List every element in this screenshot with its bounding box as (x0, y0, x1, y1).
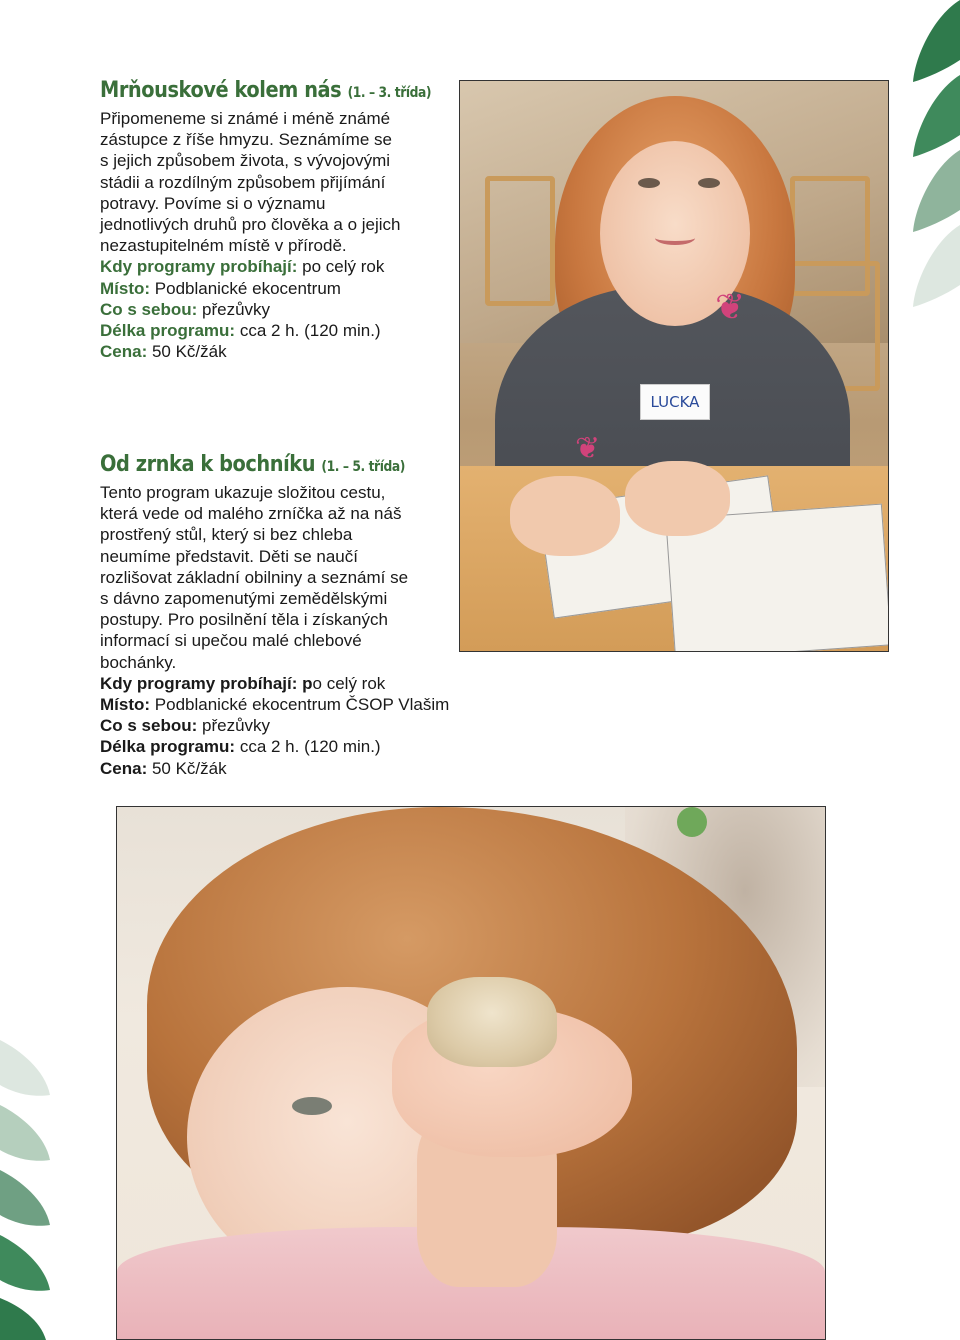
photo-girl-at-table: ❦ ❦ LUCKA (459, 80, 889, 652)
section-title (100, 78, 432, 106)
info-when: Kdy programy probíhají: po celý rok (100, 673, 386, 693)
program-title: Od zrnka k bochníku (100, 452, 316, 477)
info-place: Místo: Podblanické ekocentrum (100, 278, 341, 298)
name-tag: LUCKA (640, 384, 710, 420)
info-bring: Co s sebou: přezůvky (100, 716, 271, 736)
program-grade: (1. – 3. třída) (347, 85, 432, 101)
program-title: Mrňouskové kolem nás (100, 78, 342, 103)
program-description: Připomeneme si známé i méně známé zástupce z říše hmyzu. Seznámíme se s jejich způsobem života, s vývojovými stádii a rozdílným způsobem přijímání potravy. Povíme si o významu jednotlivých druhů pro člověka a o jejich nezastupitelném místě v přírodě. (100, 109, 401, 256)
info-price: Cena: 50 Kč/žák (100, 758, 227, 778)
info-duration: Délka programu: cca 2 h. (120 min.) (100, 321, 381, 341)
section-title (100, 452, 452, 480)
program-grade: (1. – 5. třída) (321, 459, 405, 475)
program-section-od-zrnka (100, 452, 500, 779)
program-description: Tento program ukazuje složitou cestu, která vede od malého zrníčka až na náš prostřený stůl, který si bez chleba neumíme představit. Děti se naučí rozlišovat základní obilniny a seznámí se s dávno zapomenutými zemědělskými postupy. Pro posilnění těla i získaných informací si upečou malé chlebové bochánky. (100, 483, 409, 672)
info-bring: Co s sebou: přezůvky (100, 299, 271, 319)
photo-girl-with-bread (116, 806, 826, 1340)
info-when: Kdy programy probíhají: po celý rok (100, 257, 385, 277)
info-duration: Délka programu: cca 2 h. (120 min.) (100, 737, 381, 757)
info-price: Cena: 50 Kč/žák (100, 342, 227, 362)
info-place: Místo: Podblanické ekocentrum ČSOP Vlašim (100, 695, 450, 715)
program-section-mrnouskove (100, 78, 440, 362)
